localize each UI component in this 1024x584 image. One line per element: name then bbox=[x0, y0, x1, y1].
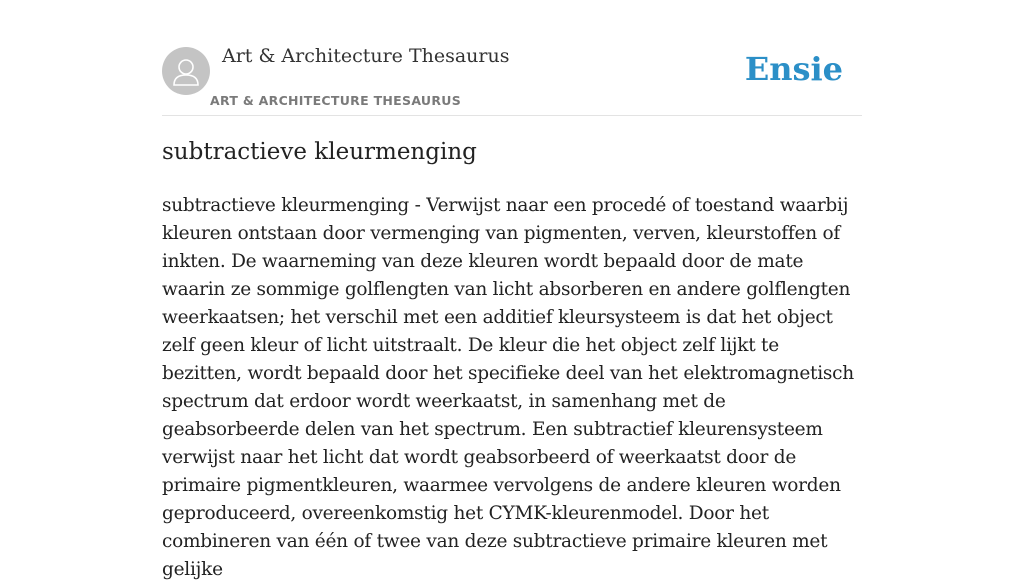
header bbox=[162, 0, 862, 116]
author-name[interactable]: Art & Architecture Thesaurus bbox=[222, 45, 510, 67]
article-body: subtractieve kleurmenging - Verwijst naar een procedé of toestand waarbij kleuren ontstaan door vermenging van pigmenten, verven, kleurstoffen of inkten. De waarneming van deze kleuren wordt bepaald door de mate waarin ze sommige golflengten van licht absorberen en andere golflengten weerkaatsen; het verschil met een additief kleursysteem is dat het object zelf geen kleur of licht uitstraalt. De kleur die het object zelf lijkt te bezitten, wordt bepaald door het specifieke deel van het elektromagnetisch spectrum dat erdoor wordt weerkaatst, in samenhang met de geabsorbeerde delen van het spectrum. Een subtractief kleurensysteem verwijst naar het licht dat wordt geabsorbeerd of weerkaatst door de primaire pigmentkleuren, waarmee vervolgens de andere kleuren worden geproduceerd, overeenkomstig het CYMK-kleurenmodel. Door het combineren van één of twee van deze subtractieve primaire kleuren met gelijke bbox=[162, 195, 854, 580]
user-icon bbox=[162, 47, 210, 95]
article-title: subtractieve kleurmenging bbox=[162, 139, 477, 165]
brand-logo[interactable]: Ensie bbox=[744, 50, 843, 88]
author-subtitle[interactable]: ART & ARCHITECTURE THESAURUS bbox=[210, 93, 462, 108]
author-avatar[interactable] bbox=[162, 47, 210, 95]
